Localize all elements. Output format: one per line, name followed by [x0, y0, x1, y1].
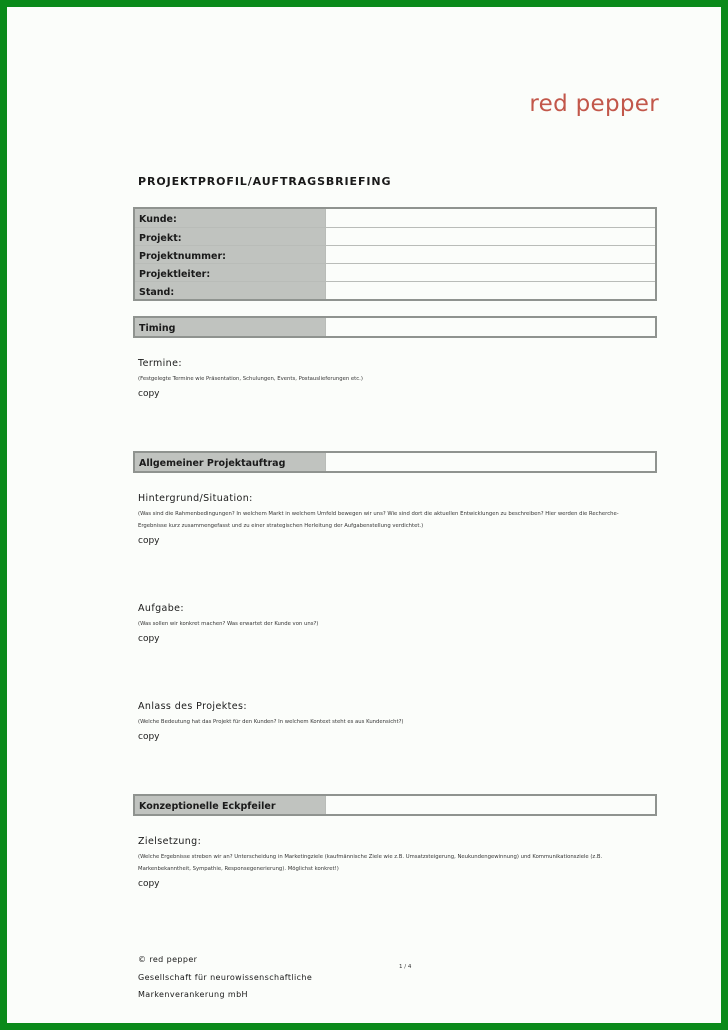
company-logo: red pepper	[529, 91, 659, 117]
document-page	[7, 7, 721, 1023]
zielsetzung-section	[138, 836, 663, 889]
projekt-value[interactable]	[325, 228, 655, 245]
page-number: 1 / 4	[399, 964, 412, 970]
table-row	[135, 796, 655, 814]
footer-company-line2: Markenverankerung mbH	[138, 990, 248, 999]
projektnummer-value[interactable]	[325, 246, 655, 263]
hintergrund-hint-line2: Ergebnisse kurz zusammengefasst und zu einer strategischen Herleitung der Aufgabenstellung verdichtet.)	[138, 523, 424, 529]
hintergrund-section	[138, 493, 663, 546]
zielsetzung-hint-line1: (Welche Ergebnisse streben wir an? Unterscheidung in Marketingziele (kaufmännische Ziele wie z.B. Umsatzsteigerung, Neukundengewinnung) und Kommunikationsziele (z.B.	[138, 854, 603, 860]
termine-copy[interactable]: copy	[138, 389, 160, 399]
timing-label: Timing	[135, 318, 325, 336]
footer-company-line1: Gesellschaft für neurowissenschaftliche	[138, 973, 313, 982]
konzeption-table	[133, 794, 657, 816]
aufgabe-section	[138, 603, 663, 644]
stand-value[interactable]	[325, 282, 655, 299]
zielsetzung-hint-line2: Markenbekanntheit, Sympathie, Responsegenerierung). Möglichst konkret!)	[138, 866, 339, 872]
hintergrund-copy[interactable]: copy	[138, 536, 160, 546]
hintergrund-hint-line1: (Was sind die Rahmenbedingungen? In welchem Markt in welchem Umfeld bewegen wir uns? Wie sind dort die aktuellen Entwicklungen zu beschreiben? Hier werden die Recherche-	[138, 511, 619, 517]
table-row	[135, 318, 655, 336]
termine-title: Termine:	[138, 358, 182, 369]
document-title: PROJEKTPROFIL/AUFTRAGSBRIEFING	[138, 175, 392, 188]
anlass-hint: (Welche Bedeutung hat das Projekt für den Kunden? In welchem Kontext steht es aus Kundensicht?)	[138, 719, 404, 725]
table-row	[135, 281, 655, 299]
projektleiter-value[interactable]	[325, 264, 655, 281]
konzeption-label: Konzeptionelle Eckpfeiler	[135, 796, 325, 814]
footer-copyright: © red pepper	[138, 955, 198, 964]
allgemein-value[interactable]	[325, 453, 655, 471]
zielsetzung-copy[interactable]: copy	[138, 879, 160, 889]
allgemein-table	[133, 451, 657, 473]
anlass-title: Anlass des Projektes:	[138, 701, 247, 712]
allgemein-label: Allgemeiner Projektauftrag	[135, 453, 325, 471]
aufgabe-hint: (Was sollen wir konkret machen? Was erwartet der Kunde von uns?)	[138, 621, 319, 627]
konzeption-value[interactable]	[325, 796, 655, 814]
termine-hint: (Festgelegte Termine wie Präsentation, Schulungen, Events, Postauslieferungen etc.)	[138, 376, 363, 382]
stand-label: Stand:	[135, 282, 325, 299]
projektnummer-label: Projektnummer:	[135, 246, 325, 263]
table-row	[135, 453, 655, 471]
timing-table	[133, 316, 657, 338]
timing-value[interactable]	[325, 318, 655, 336]
hintergrund-title: Hintergrund/Situation:	[138, 493, 253, 504]
table-row	[135, 209, 655, 227]
project-info-table	[133, 207, 657, 301]
zielsetzung-title: Zielsetzung:	[138, 836, 202, 847]
table-row	[135, 227, 655, 245]
aufgabe-title: Aufgabe:	[138, 603, 184, 614]
projektleiter-label: Projektleiter:	[135, 264, 325, 281]
kunde-value[interactable]	[325, 209, 655, 227]
termine-section	[138, 358, 663, 399]
anlass-copy[interactable]: copy	[138, 732, 160, 742]
kunde-label: Kunde:	[135, 209, 325, 227]
projekt-label: Projekt:	[135, 228, 325, 245]
aufgabe-copy[interactable]: copy	[138, 634, 160, 644]
table-row	[135, 263, 655, 281]
table-row	[135, 245, 655, 263]
anlass-section	[138, 701, 663, 742]
